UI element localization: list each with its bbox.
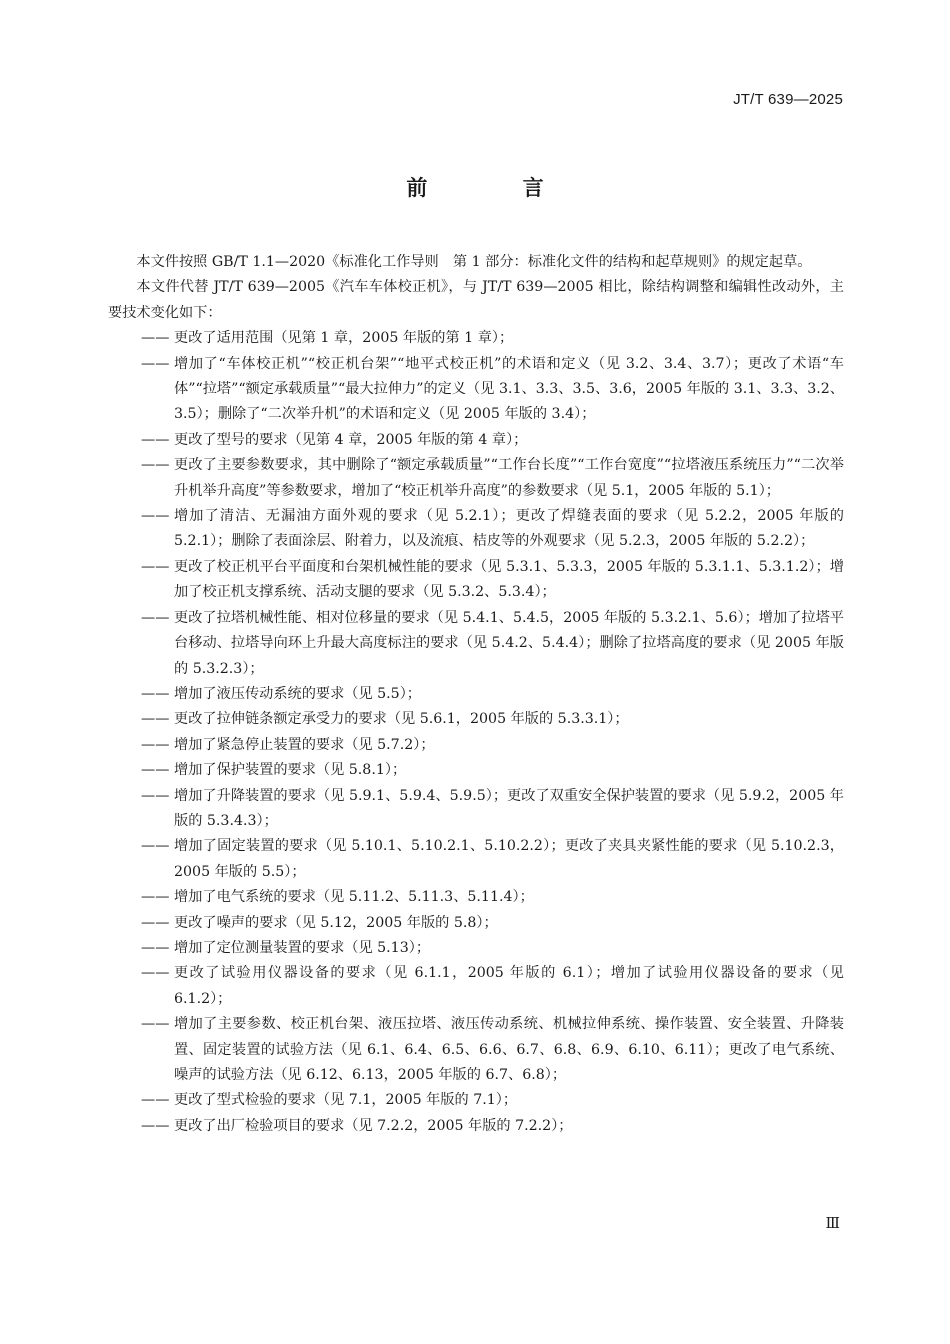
dash-marker: —— xyxy=(141,889,170,906)
page-title: 前 言 xyxy=(406,176,588,200)
change-item-text: 增加了电气系统的要求（见 5.11.2、5.11.3、5.11.4）； xyxy=(174,889,534,906)
change-item-text: 增加了保护装置的要求（见 5.8.1）； xyxy=(174,762,407,779)
change-item-text: 增加了主要参数、校正机台架、液压拉塔、液压传动系统、机械拉伸系统、操作装置、安全装置、升降装置、固定装置的试验方法（见 6.1、6.4、6.5、6.6、6.7、6.8、6.9、6.10、6.11）；更改了电气系统、噪声的试验方法（见 6.12、6.13，2005 年版的 6.7、6.8）； xyxy=(174,1016,844,1083)
dash-marker: —— xyxy=(141,965,170,982)
change-item xyxy=(108,961,844,1012)
change-item xyxy=(108,453,844,504)
dash-marker: —— xyxy=(141,685,170,702)
change-item-text: 更改了型号的要求（见第 4 章，2005 年版的第 4 章）； xyxy=(174,431,528,448)
dash-marker: —— xyxy=(141,330,170,347)
change-list xyxy=(108,326,844,1139)
change-item xyxy=(108,326,844,351)
change-item-text: 更改了适用范围（见第 1 章，2005 年版的第 1 章）； xyxy=(174,330,514,347)
change-item-text: 更改了试验用仪器设备的要求（见 6.1.1，2005 年版的 6.1）；增加了试验用仪器设备的要求（见 6.1.2）； xyxy=(174,965,844,1007)
paragraph-drafting-basis: 本文件按照 GB/T 1.1—2020《标准化工作导则 第 1 部分：标准化文件的结构和起草规则》的规定起草。 xyxy=(136,254,812,270)
dash-marker: —— xyxy=(141,457,170,474)
dash-marker: —— xyxy=(141,762,170,779)
change-item xyxy=(108,504,844,555)
change-item xyxy=(108,885,844,910)
change-item xyxy=(108,1012,844,1088)
change-item-text: 更改了拉伸链条额定承受力的要求（见 5.6.1，2005 年版的 5.3.3.1）； xyxy=(174,711,629,728)
dash-marker: —— xyxy=(141,787,170,804)
change-item-text: 更改了校正机平台平面度和台架机械性能的要求（见 5.3.1、5.3.3，2005 年版的 5.3.1.1、5.3.1.2）；增加了校正机支撑系统、活动支腿的要求（见 5.3.2、5.3.4）； xyxy=(174,558,844,601)
change-item xyxy=(108,352,844,428)
change-item xyxy=(108,682,844,707)
change-item-text: 增加了清洁、无漏油方面外观的要求（见 5.2.1）；更改了焊缝表面的要求（见 5.2.2，2005 年版的 5.2.1）；删除了表面涂层、附着力，以及流痕、桔皮等的外观要求（见 5.2.3，2005 年版的 5.2.2）； xyxy=(174,508,844,550)
change-item-text: 更改了型式检验的要求（见 7.1，2005 年版的 7.1）； xyxy=(174,1092,518,1109)
standard-code: JT/T 639—2025 xyxy=(733,91,843,108)
dash-marker: —— xyxy=(141,1092,170,1109)
change-item xyxy=(108,936,844,961)
dash-marker: —— xyxy=(141,558,170,575)
change-item xyxy=(108,606,844,682)
change-item xyxy=(108,758,844,783)
change-item-text: 更改了出厂检验项目的要求（见 7.2.2，2005 年版的 7.2.2）； xyxy=(174,1117,573,1134)
change-item xyxy=(108,555,844,606)
dash-marker: —— xyxy=(141,939,170,956)
change-item-text: 更改了噪声的要求（见 5.12，2005 年版的 5.8）； xyxy=(174,914,498,931)
change-item-text: 更改了拉塔机械性能、相对位移量的要求（见 5.4.1、5.4.5，2005 年版的 5.3.2.1、5.6）；增加了拉塔平台移动、拉塔导向环上升最大高度标注的要求（见 5.4.2、5.4.4）；删除了拉塔高度的要求（见 2005 年版的 5.3.2.3）； xyxy=(174,609,844,677)
change-item xyxy=(108,707,844,732)
change-item xyxy=(108,834,844,885)
dash-marker: —— xyxy=(141,1016,170,1033)
change-item xyxy=(108,428,844,453)
change-item-text: 更改了主要参数要求，其中删除了“额定承载质量”“工作台长度”“工作台宽度”“拉塔液压系统压力”“二次举升机举升高度”等参数要求，增加了“校正机举升高度”的参数要求（见 5.1，2005 年版的 5.1）； xyxy=(174,457,844,499)
dash-marker: —— xyxy=(141,508,170,525)
change-item-text: 增加了定位测量装置的要求（见 5.13）； xyxy=(174,939,431,956)
change-item xyxy=(108,784,844,835)
change-item xyxy=(108,1088,844,1113)
page-number: Ⅲ xyxy=(825,1214,840,1232)
dash-marker: —— xyxy=(141,431,170,448)
dash-marker: —— xyxy=(141,1117,170,1134)
dash-marker: —— xyxy=(141,355,170,372)
dash-marker: —— xyxy=(141,711,170,728)
change-item-text: 增加了固定装置的要求（见 5.10.1、5.10.2.1、5.10.2.2）；更改了夹具夹紧性能的要求（见 5.10.2.3，2005 年版的 5.5）； xyxy=(174,838,844,880)
change-item xyxy=(108,733,844,758)
dash-marker: —— xyxy=(141,838,170,855)
change-item-text: 增加了紧急停止装置的要求（见 5.7.2）； xyxy=(174,736,435,753)
paragraph-replacement-note: 本文件代替 JT/T 639—2005《汽车车体校正机》，与 JT/T 639—2005 相比，除结构调整和编辑性改动外，主要技术变化如下： xyxy=(108,279,844,321)
change-item xyxy=(108,911,844,936)
change-item-text: 增加了“车体校正机”“校正机台架”“地平式校正机”的术语和定义（见 3.2、3.4、3.7）；更改了术语“车体”“拉塔”“额定承载质量”“最大拉伸力”的定义（见 3.1、3.3、3.5、3.6，2005 年版的 3.1、3.3、3.2、3.5）；删除了“二次举升机”的术语和定义（见 2005 年版的 3.4）； xyxy=(174,355,844,423)
change-item-text: 增加了升降装置的要求（见 5.9.1、5.9.4、5.9.5）；更改了双重安全保护装置的要求（见 5.9.2，2005 年版的 5.3.4.3）； xyxy=(174,787,844,829)
change-item-text: 增加了液压传动系统的要求（见 5.5）； xyxy=(174,685,421,702)
dash-marker: —— xyxy=(141,609,170,626)
change-item xyxy=(108,1114,844,1139)
dash-marker: —— xyxy=(141,736,170,753)
dash-marker: —— xyxy=(141,914,170,931)
document-body xyxy=(108,250,844,1139)
